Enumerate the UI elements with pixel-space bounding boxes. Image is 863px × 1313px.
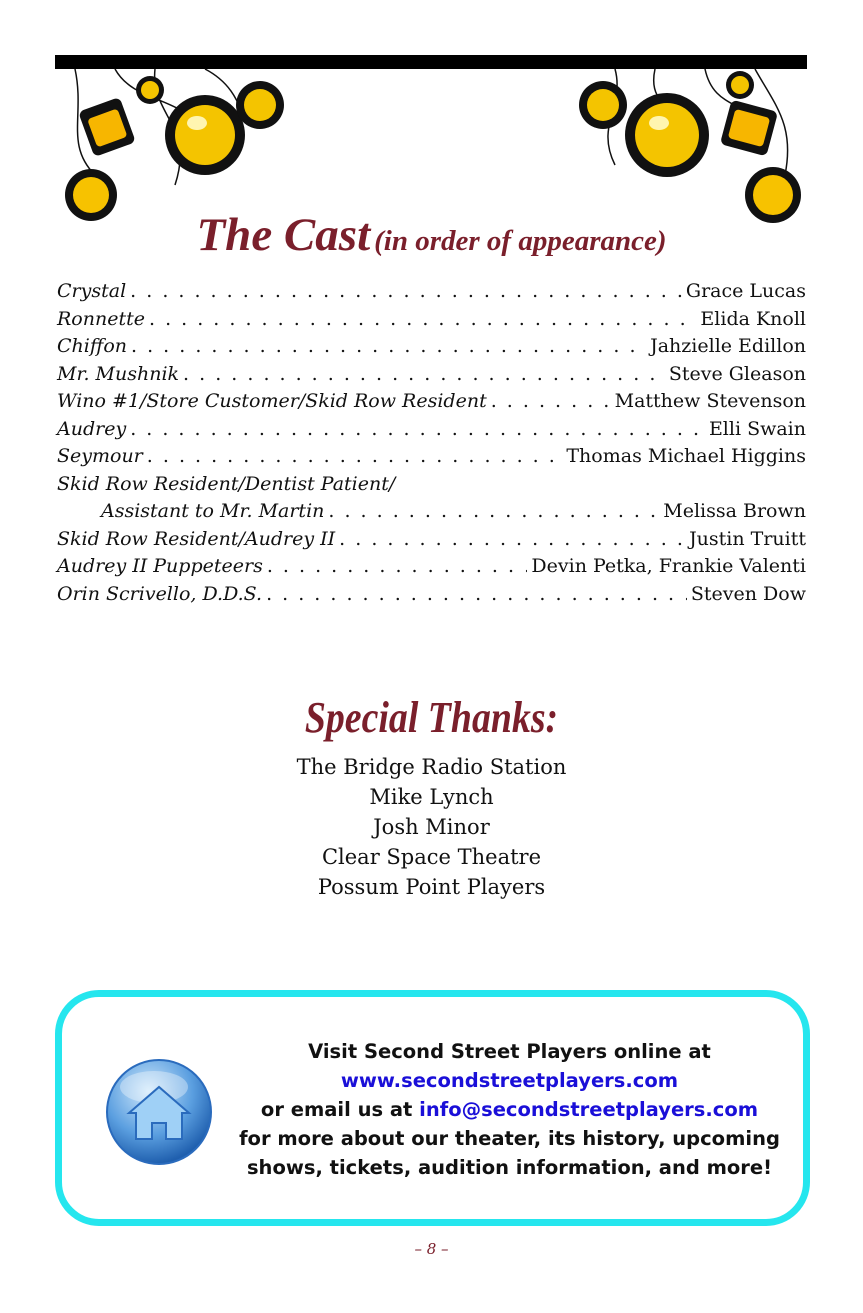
cast-row <box>57 280 806 308</box>
cast-list <box>57 280 806 610</box>
cast-row <box>57 583 806 611</box>
cast-role: Audrey II Puppeteers <box>57 555 263 577</box>
dot-leader <box>267 555 528 577</box>
cast-row <box>57 555 806 583</box>
cast-row <box>57 390 806 418</box>
home-icon[interactable] <box>104 1057 214 1167</box>
info-line-1: Visit Second Street Players online at <box>308 1040 711 1063</box>
special-thanks-list <box>0 752 863 902</box>
cast-row <box>57 473 806 501</box>
special-thanks-title: Special Thanks: <box>304 693 559 742</box>
cast-title <box>0 208 863 262</box>
info-box <box>55 990 810 1226</box>
cast-role: Audrey <box>57 417 127 440</box>
cast-row <box>57 445 806 473</box>
email-prefix: or email us at <box>260 1098 413 1121</box>
dot-leader <box>130 418 705 440</box>
cast-role: Ronnette <box>57 307 145 330</box>
cast-role: Seymour <box>57 445 143 467</box>
dot-leader <box>266 583 687 605</box>
cast-role: Skid Row Resident/Dentist Patient/ <box>57 472 396 495</box>
cast-row <box>57 500 806 528</box>
dot-leader <box>183 363 665 385</box>
thanks-item: Clear Space Theatre <box>321 845 542 869</box>
dot-leader <box>130 280 682 302</box>
cast-actor: Elida Knoll <box>700 307 806 330</box>
email-link[interactable]: info@secondstreetplayers.com <box>419 1098 759 1121</box>
info-text <box>232 1037 787 1182</box>
page-number: – 8 – <box>414 1240 449 1258</box>
cast-row <box>57 308 806 336</box>
cast-row <box>57 528 806 556</box>
cast-actor: Jahzielle Edillon <box>650 335 806 357</box>
thanks-item: Josh Minor <box>373 815 490 839</box>
cast-role: Assistant to Mr. Martin <box>101 500 325 522</box>
cast-actor: Devin Petka, Frankie Valenti <box>531 555 806 577</box>
dot-leader <box>328 500 659 522</box>
cast-actor: Melissa Brown <box>663 500 806 522</box>
cast-title-subtitle: (in order of appearance) <box>374 225 667 257</box>
info-line-5: shows, tickets, audition information, and more! <box>246 1156 773 1179</box>
website-link[interactable]: www.secondstreetplayers.com <box>340 1069 679 1092</box>
cast-role: Mr. Mushnik <box>57 362 180 385</box>
cast-role: Skid Row Resident/Audrey II <box>57 527 336 550</box>
thanks-item: The Bridge Radio Station <box>296 755 567 779</box>
cast-role: Crystal <box>57 280 127 302</box>
cast-actor: Matthew Stevenson <box>614 390 806 412</box>
stage-lights-icon <box>55 55 807 230</box>
cast-row <box>57 418 806 446</box>
cast-actor: Steve Gleason <box>668 362 806 385</box>
cast-title-main: The Cast <box>196 209 371 261</box>
cast-role: Wino #1/Store Customer/Skid Row Resident <box>57 390 487 412</box>
thanks-item: Mike Lynch <box>369 785 494 809</box>
cast-actor: Elli Swain <box>708 417 806 440</box>
cast-role: Orin Scrivello, D.D.S. <box>57 582 263 605</box>
cast-role: Chiffon <box>57 335 127 357</box>
cast-row <box>57 335 806 363</box>
dot-leader <box>339 528 685 550</box>
dot-leader <box>149 308 696 330</box>
info-line-4: for more about our theater, its history, upcoming <box>239 1127 780 1150</box>
dot-leader <box>491 390 611 412</box>
cast-actor: Justin Truitt <box>689 527 806 550</box>
thanks-item: Possum Point Players <box>317 875 546 899</box>
cast-actor: Thomas Michael Higgins <box>566 445 806 467</box>
cast-actor: Steven Dow <box>690 582 806 605</box>
dot-leader <box>131 335 646 357</box>
dot-leader <box>147 445 563 467</box>
cast-row <box>57 363 806 391</box>
cast-actor: Grace Lucas <box>685 280 806 302</box>
